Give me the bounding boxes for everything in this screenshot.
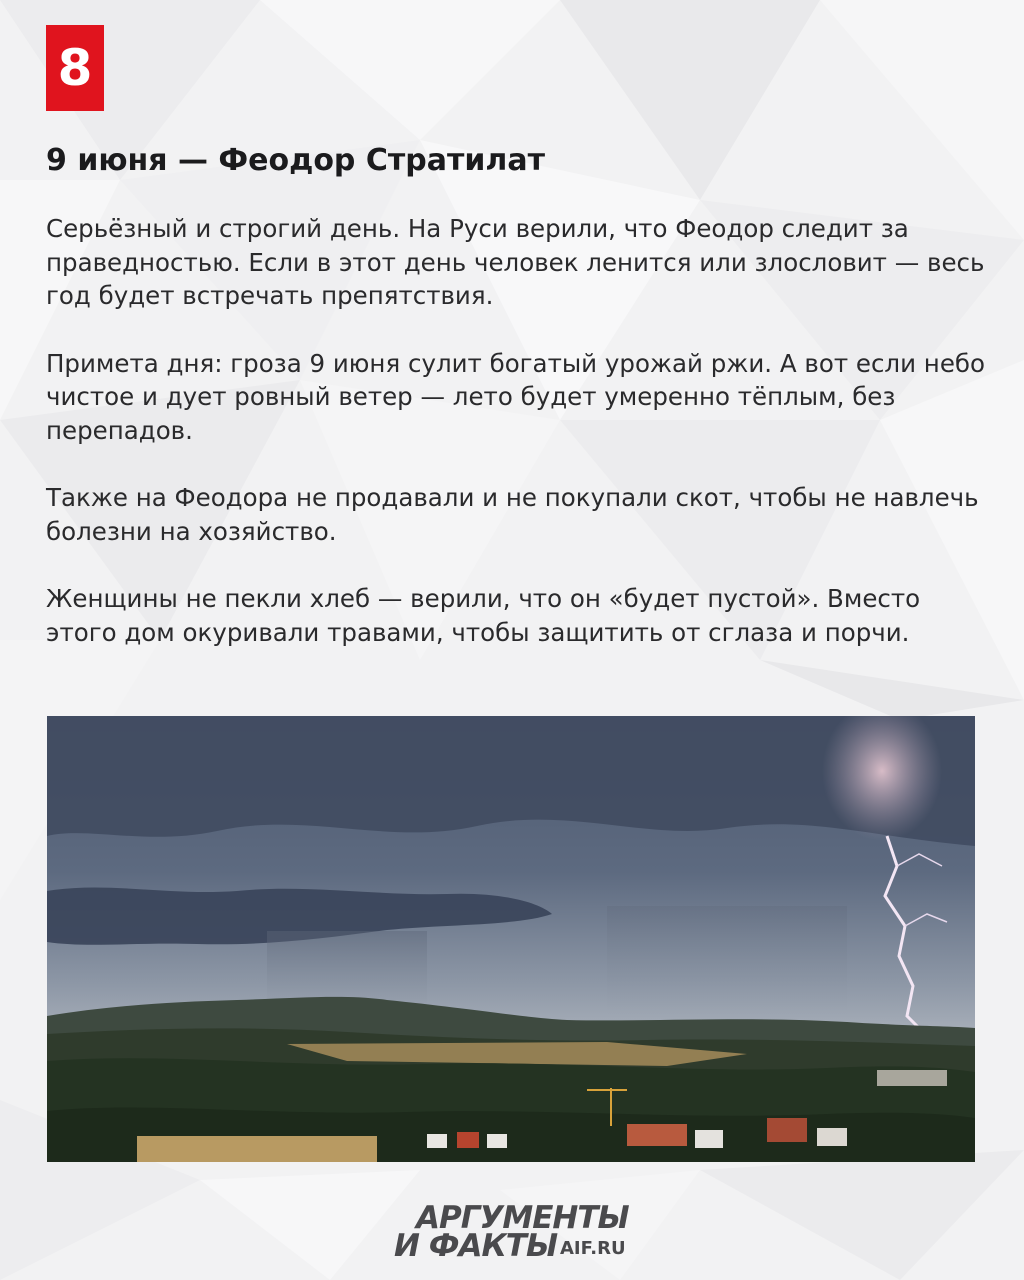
- logo-line-2: И ФАКТЫ: [394, 1228, 558, 1264]
- page-number: 8: [57, 39, 93, 97]
- paragraph-3: Также на Феодора не продавали и не покупали скот, чтобы не навлечь болезни на хозяйство.: [46, 483, 979, 546]
- paragraph-2: Примета дня: гроза 9 июня сулит богатый урожай ржи. А вот если небо чистое и дует ровный ветер — лето будет умеренно тёплым, без перепадов.: [46, 348, 985, 445]
- page-number-badge: [46, 25, 104, 111]
- thunderstorm-photo: [47, 716, 975, 1162]
- paragraph-1: Серьёзный и строгий день. На Руси верили, что Феодор следит за праведностью. Если в этот день человек ленится или злословит — весь год будет встречать препятствия.: [46, 214, 985, 310]
- logo-line-1: АРГУМЕНТЫ: [416, 1200, 629, 1236]
- article-body: [46, 212, 986, 683]
- logo-site: AIF.RU: [560, 1238, 626, 1259]
- page-title: 9 июня — Феодор Стратилат: [46, 143, 545, 178]
- aif-logo: [394, 1200, 656, 1264]
- paragraph-4: Женщины не пекли хлеб — верили, что он «будет пустой». Вместо этого дом окуривали травами, чтобы защитить от сглаза и порчи.: [46, 584, 921, 647]
